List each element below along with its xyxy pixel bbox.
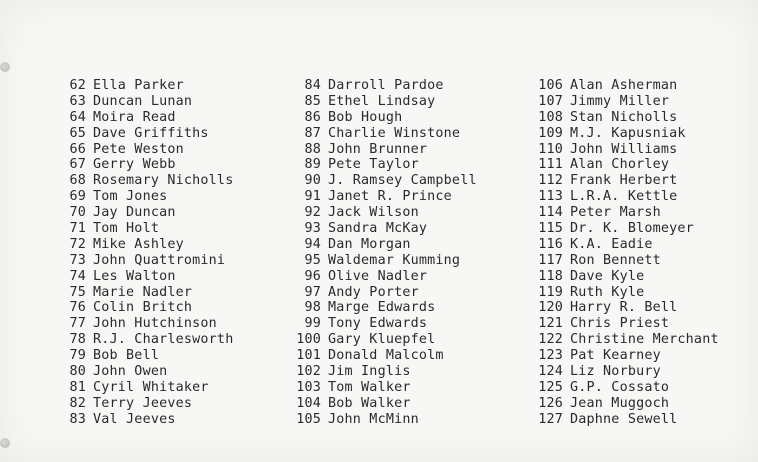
entry-name: J. Ramsey Campbell: [328, 173, 477, 189]
list-entry: [273, 253, 513, 269]
list-entry: [273, 396, 513, 412]
member-list-column-1: [38, 78, 268, 428]
entry-number: 127: [538, 411, 563, 427]
list-entry: [273, 380, 513, 396]
entry-name: Darroll Pardoe: [328, 78, 444, 93]
entry-number: 79: [69, 348, 86, 364]
list-entry: [273, 189, 513, 205]
entry-number: 91: [304, 189, 321, 205]
list-entry: [523, 285, 758, 301]
entry-name: Val Jeeves: [93, 411, 176, 427]
entry-number: 84: [304, 78, 321, 93]
entry-name: Gary Kluepfel: [328, 332, 436, 348]
list-entry: [38, 94, 268, 110]
list-entry: [38, 126, 268, 142]
entry-number: 68: [69, 173, 86, 189]
list-entry: [523, 78, 758, 94]
list-entry: [273, 269, 513, 285]
entry-name: Tom Walker: [328, 379, 411, 395]
list-entry: [273, 348, 513, 364]
list-entry: [273, 237, 513, 253]
list-entry: [523, 332, 758, 348]
list-entry: [273, 364, 513, 380]
list-entry: [523, 348, 758, 364]
entry-name: G.P. Cossato: [570, 379, 670, 395]
list-entry: [273, 110, 513, 126]
entry-name: Jay Duncan: [93, 205, 176, 221]
entry-number: 80: [69, 364, 86, 380]
entry-number: 120: [538, 300, 563, 316]
entry-name: Rosemary Nicholls: [93, 173, 234, 189]
entry-name: Pat Kearney: [570, 348, 661, 364]
entry-number: 82: [69, 395, 86, 411]
entry-name: Tony Edwards: [328, 316, 428, 332]
entry-name: Gerry Webb: [93, 157, 176, 173]
entry-number: 67: [69, 157, 86, 173]
entry-number: 121: [538, 316, 563, 332]
entry-name: Frank Herbert: [570, 173, 678, 189]
list-entry: [273, 332, 513, 348]
list-entry: [273, 142, 513, 158]
entry-number: 65: [69, 125, 86, 141]
list-entry: [273, 221, 513, 237]
list-entry: [523, 412, 758, 428]
entry-number: 119: [538, 284, 563, 300]
entry-number: 73: [69, 252, 86, 268]
list-entry: [38, 205, 268, 221]
entry-name: Daphne Sewell: [570, 411, 678, 427]
list-entry: [38, 364, 268, 380]
entry-number: 123: [538, 348, 563, 364]
entry-name: Terry Jeeves: [93, 395, 193, 411]
entry-number: 109: [538, 125, 563, 141]
entry-name: John McMinn: [328, 411, 419, 427]
entry-number: 83: [69, 411, 86, 427]
entry-number: 115: [538, 221, 563, 237]
entry-name: Waldemar Kumming: [328, 252, 461, 268]
entry-number: 62: [69, 78, 86, 93]
entry-number: 122: [538, 332, 563, 348]
member-list-column-2: [273, 78, 513, 428]
entry-name: K.A. Eadie: [570, 236, 653, 252]
entry-name: Tom Holt: [93, 221, 160, 237]
entry-name: Les Walton: [93, 268, 176, 284]
entry-name: Dr. K. Blomeyer: [570, 221, 694, 237]
entry-name: Christine Merchant: [570, 332, 719, 348]
entry-number: 66: [69, 141, 86, 157]
entry-name: Janet R. Prince: [328, 189, 452, 205]
entry-name: Pete Weston: [93, 141, 184, 157]
entry-number: 92: [304, 205, 321, 221]
list-entry: [38, 157, 268, 173]
entry-name: L.R.A. Kettle: [570, 189, 678, 205]
entry-number: 105: [296, 411, 321, 427]
list-entry: [273, 412, 513, 428]
list-entry: [523, 396, 758, 412]
entry-number: 126: [538, 395, 563, 411]
entry-name: Ella Parker: [93, 78, 184, 93]
list-entry: [273, 316, 513, 332]
entry-number: 99: [304, 316, 321, 332]
entry-name: Alan Asherman: [570, 78, 678, 93]
list-entry: [38, 300, 268, 316]
entry-name: Dave Kyle: [570, 268, 645, 284]
punch-hole: [0, 438, 10, 448]
entry-number: 104: [296, 395, 321, 411]
entry-number: 108: [538, 109, 563, 125]
list-entry: [523, 173, 758, 189]
list-entry: [38, 348, 268, 364]
entry-number: 98: [304, 300, 321, 316]
entry-number: 96: [304, 268, 321, 284]
list-entry: [38, 412, 268, 428]
entry-number: 125: [538, 379, 563, 395]
entry-name: John Williams: [570, 141, 678, 157]
entry-number: 74: [69, 268, 86, 284]
entry-name: Tom Jones: [93, 189, 168, 205]
entry-number: 70: [69, 205, 86, 221]
list-entry: [38, 332, 268, 348]
list-entry: [273, 157, 513, 173]
entry-number: 97: [304, 284, 321, 300]
list-entry: [523, 269, 758, 285]
entry-name: John Owen: [93, 364, 168, 380]
list-entry: [523, 253, 758, 269]
entry-name: Stan Nicholls: [570, 109, 678, 125]
entry-name: Cyril Whitaker: [93, 379, 209, 395]
entry-number: 77: [69, 316, 86, 332]
entry-number: 89: [304, 157, 321, 173]
list-entry: [523, 126, 758, 142]
list-entry: [38, 316, 268, 332]
list-entry: [523, 364, 758, 380]
entry-number: 63: [69, 93, 86, 109]
entry-name: Bob Hough: [328, 109, 403, 125]
entry-number: 94: [304, 236, 321, 252]
entry-number: 118: [538, 268, 563, 284]
entry-name: M.J. Kapusniak: [570, 125, 686, 141]
list-entry: [523, 221, 758, 237]
entry-name: Duncan Lunan: [93, 93, 193, 109]
list-entry: [38, 173, 268, 189]
list-entry: [273, 126, 513, 142]
entry-number: 95: [304, 252, 321, 268]
list-entry: [38, 253, 268, 269]
entry-number: 103: [296, 379, 321, 395]
entry-name: Jim Inglis: [328, 364, 411, 380]
entry-number: 69: [69, 189, 86, 205]
list-entry: [523, 380, 758, 396]
list-entry: [273, 173, 513, 189]
entry-number: 116: [538, 236, 563, 252]
punch-hole: [0, 62, 10, 72]
list-entry: [38, 396, 268, 412]
entry-number: 76: [69, 300, 86, 316]
entry-number: 114: [538, 205, 563, 221]
list-entry: [38, 380, 268, 396]
list-entry: [273, 300, 513, 316]
entry-name: Ethel Lindsay: [328, 93, 436, 109]
list-entry: [38, 142, 268, 158]
list-entry: [523, 142, 758, 158]
entry-number: 102: [296, 364, 321, 380]
entry-number: 78: [69, 332, 86, 348]
entry-name: Moira Read: [93, 109, 176, 125]
entry-number: 87: [304, 125, 321, 141]
entry-name: Ruth Kyle: [570, 284, 645, 300]
entry-name: Ron Bennett: [570, 252, 661, 268]
entry-number: 93: [304, 221, 321, 237]
list-entry: [273, 78, 513, 94]
entry-name: Bob Bell: [93, 348, 160, 364]
entry-number: 110: [538, 141, 563, 157]
entry-name: Jimmy Miller: [570, 93, 670, 109]
list-entry: [273, 94, 513, 110]
entry-name: Colin Britch: [93, 300, 193, 316]
entry-number: 81: [69, 379, 86, 395]
list-entry: [38, 221, 268, 237]
entry-name: Pete Taylor: [328, 157, 419, 173]
entry-name: Chris Priest: [570, 316, 670, 332]
list-entry: [523, 300, 758, 316]
entry-name: Marie Nadler: [93, 284, 193, 300]
entry-name: Jack Wilson: [328, 205, 419, 221]
list-entry: [38, 189, 268, 205]
entry-number: 106: [538, 78, 563, 93]
entry-name: Dave Griffiths: [93, 125, 209, 141]
entry-number: 100: [296, 332, 321, 348]
entry-number: 72: [69, 236, 86, 252]
entry-name: Marge Edwards: [328, 300, 436, 316]
entry-number: 85: [304, 93, 321, 109]
entry-name: Peter Marsh: [570, 205, 661, 221]
entry-number: 101: [296, 348, 321, 364]
entry-number: 107: [538, 93, 563, 109]
list-entry: [523, 237, 758, 253]
member-list-column-3: [523, 78, 758, 428]
list-entry: [38, 78, 268, 94]
entry-name: John Hutchinson: [93, 316, 217, 332]
entry-name: Andy Porter: [328, 284, 419, 300]
entry-number: 124: [538, 364, 563, 380]
entry-name: Sandra McKay: [328, 221, 428, 237]
entry-number: 64: [69, 109, 86, 125]
entry-name: Jean Muggoch: [570, 395, 670, 411]
entry-name: Alan Chorley: [570, 157, 670, 173]
entry-name: John Brunner: [328, 141, 428, 157]
entry-number: 113: [538, 189, 563, 205]
list-entry: [523, 189, 758, 205]
entry-name: Donald Malcolm: [328, 348, 444, 364]
entry-number: 71: [69, 221, 86, 237]
list-entry: [523, 110, 758, 126]
entry-name: Harry R. Bell: [570, 300, 678, 316]
list-entry: [38, 285, 268, 301]
list-entry: [38, 269, 268, 285]
entry-number: 112: [538, 173, 563, 189]
entry-number: 75: [69, 284, 86, 300]
entry-number: 90: [304, 173, 321, 189]
entry-name: R.J. Charlesworth: [93, 332, 234, 348]
entry-number: 86: [304, 109, 321, 125]
entry-name: Mike Ashley: [93, 236, 184, 252]
list-entry: [273, 205, 513, 221]
entry-number: 88: [304, 141, 321, 157]
entry-name: Dan Morgan: [328, 236, 411, 252]
list-entry: [523, 316, 758, 332]
entry-name: John Quattromini: [93, 252, 226, 268]
list-entry: [523, 94, 758, 110]
list-entry: [523, 205, 758, 221]
list-entry: [38, 110, 268, 126]
entry-name: Bob Walker: [328, 395, 411, 411]
list-entry: [38, 237, 268, 253]
entry-name: Olive Nadler: [328, 268, 428, 284]
entry-number: 117: [538, 252, 563, 268]
list-entry: [273, 285, 513, 301]
entry-name: Charlie Winstone: [328, 125, 461, 141]
entry-name: Liz Norbury: [570, 364, 661, 380]
entry-number: 111: [538, 157, 563, 173]
list-entry: [523, 157, 758, 173]
